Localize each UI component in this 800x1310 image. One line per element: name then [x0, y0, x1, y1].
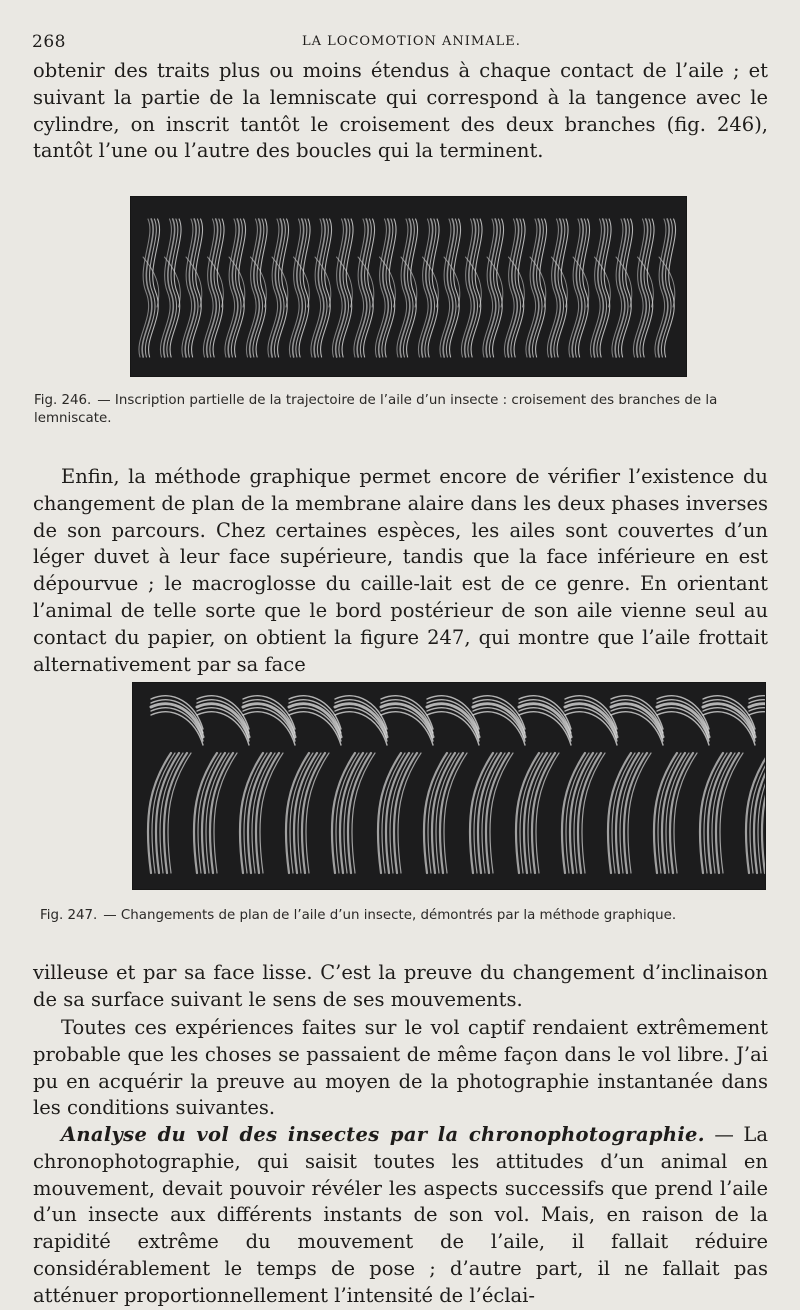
- paragraph-villeuse: villeuse et par sa face lisse. C’est la preuve du changement d’inclinaison de sa surface suivant le sens de ses mouvements.: [33, 961, 768, 1011]
- figure-247-image: [133, 683, 765, 889]
- figure-246-image: [131, 197, 686, 376]
- section-title: Analyse du vol des insectes par la chronophotographie.: [61, 1123, 705, 1146]
- section-text: — La chronophotographie, qui saisit toutes les attitudes d’un animal en mouvement, devait pouvoir révéler les aspects successifs que prend l’aile d’un insecte aux différents instants de son vol. Mais, en raison de la rapidité extrême du mouvement de l’aile, il fallait réduire considérablement le temps de pose ; d’autre part, il ne fallait pas atténuer proportionnellement l’intensité de l’éclai-: [33, 1123, 768, 1307]
- figure-246-lemniscate-tracing: [131, 197, 686, 376]
- running-title: LA LOCOMOTION ANIMALE.: [302, 34, 521, 49]
- figure-247-wing-plane-changes: [133, 683, 765, 889]
- section-chronophotography: [33, 1122, 768, 1310]
- figure-247-caption: [40, 907, 770, 925]
- figure-246-label: Fig. 246.: [34, 393, 92, 408]
- lemniscate-traces: [139, 219, 676, 357]
- figure-247-caption-text: — Changements de plan de l’aile d’un insecte, démontrés par la méthode graphique.: [103, 908, 677, 923]
- paragraph-graphic-method: Enfin, la méthode graphique permet encore de vérifier l’existence du changement de plan de la membrane alaire dans les deux phases inverses de son parcours. Chez certaines espèces, les ailes sont couvertes d’un léger duvet à leur face supérieure, tandis que la face inférieure en est dépourvue ; le macroglosse du caille-lait est de ce genre. En orientant l’animal de telle sorte que le bord postérieur de son aile vienne seul au contact du papier, on obtient la figure 247, qui montre que l’aile frottait alternativement par sa face: [33, 465, 768, 676]
- figure-246-caption-text: — Inscription partielle de la trajectoire de l’aile d’un insecte : croisement des branches de la lemniscate.: [34, 393, 718, 426]
- wing-stroke-traces: [148, 696, 765, 873]
- page-number: 268: [32, 32, 66, 52]
- paragraph-free-flight: Toutes ces expériences faites sur le vol captif rendaient extrêmement probable que les choses se passaient de même façon dans le vol libre. J’ai pu en acquérir la preuve au moyen de la photographie instantanée dans les conditions suivantes.: [33, 1016, 768, 1120]
- figure-246-caption: [34, 392, 764, 428]
- figure-247-label: Fig. 247.: [40, 908, 98, 923]
- paragraph-continued: obtenir des traits plus ou moins étendus à chaque contact de l’aile ; et suivant la partie de la lemniscate qui correspond à la tangence avec le cylindre, on inscrit tantôt le croisement des deux branches (fig. 246), tantôt l’une ou l’autre des boucles qui la terminent.: [33, 59, 768, 163]
- page-header: [32, 30, 772, 56]
